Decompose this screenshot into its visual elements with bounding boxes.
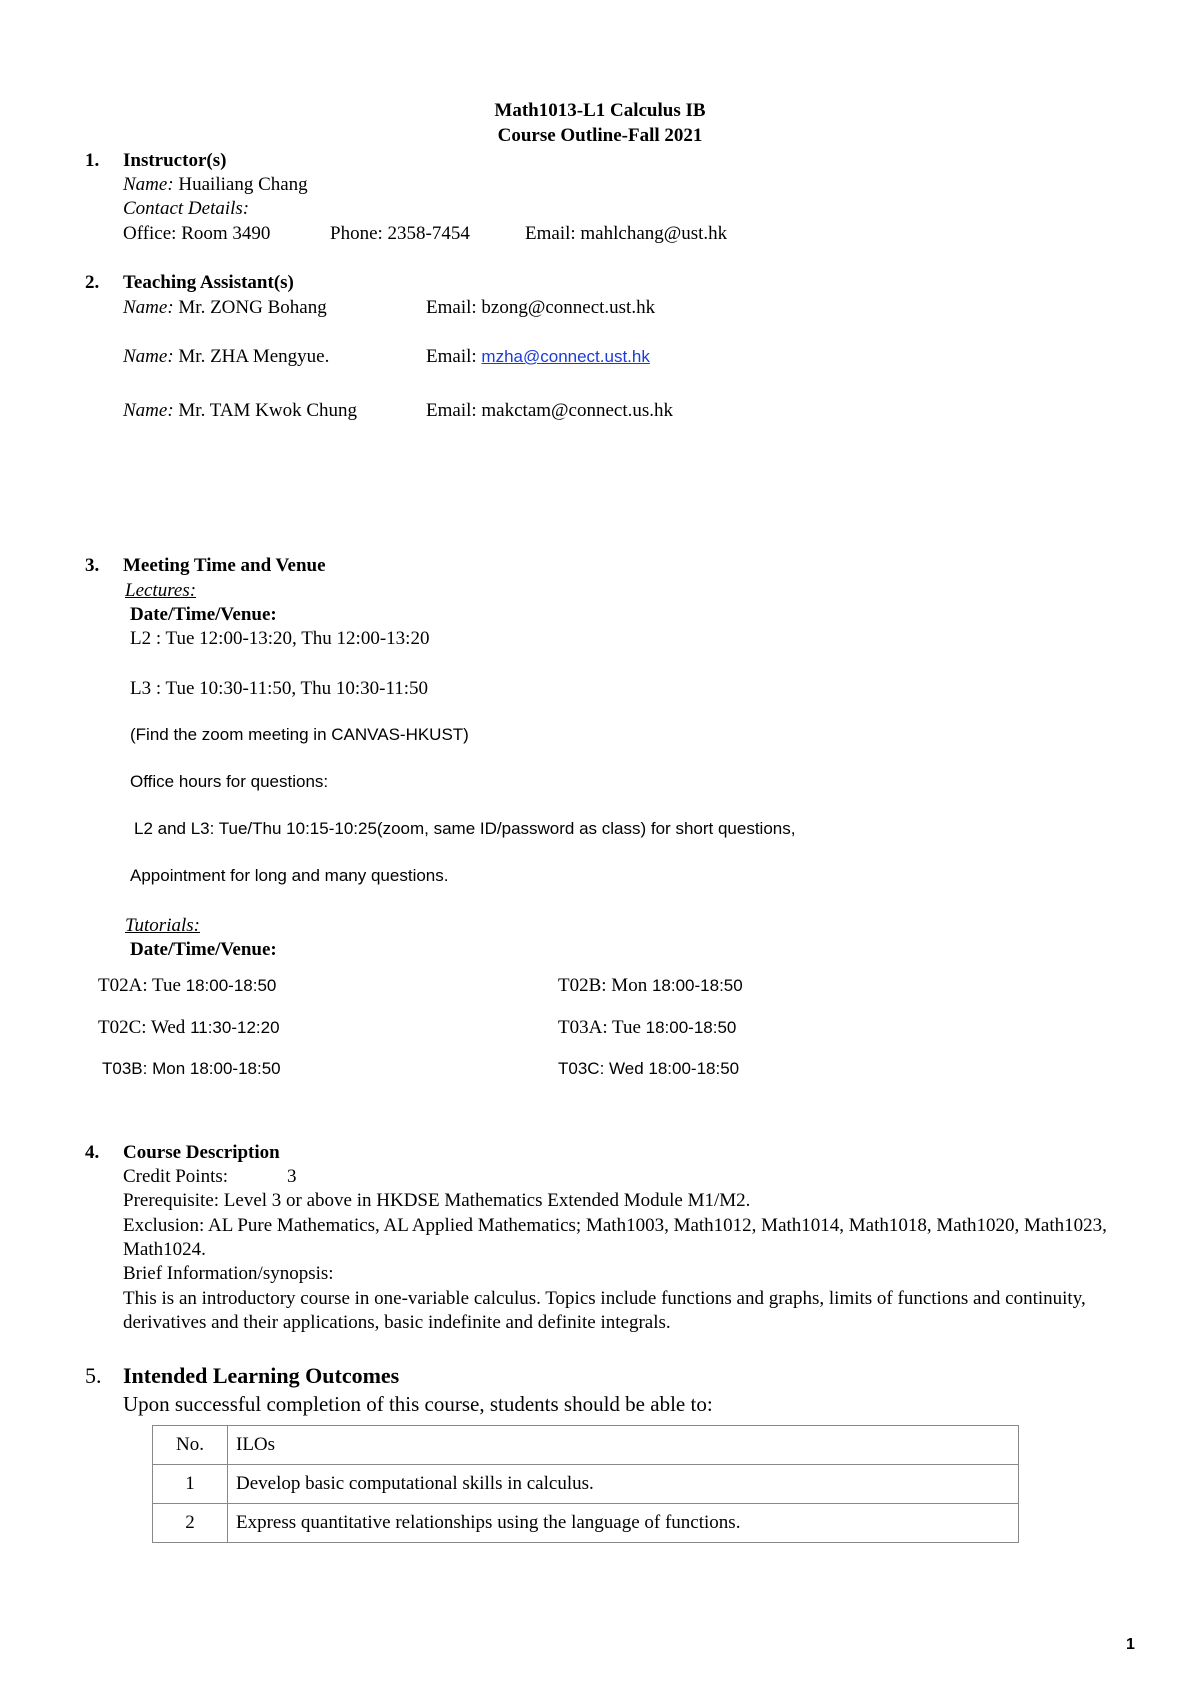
instructor-name: Huailiang Chang <box>178 174 308 195</box>
tutorial-t03b: T03B: Mon 18:00-18:50 <box>102 1059 281 1078</box>
ta-email-row <box>426 346 650 368</box>
tutorial-t02a <box>98 975 276 997</box>
lecture-date-time-venue-label: Date/Time/Venue: <box>130 604 277 625</box>
tutorial-time: 18:00-18:50 <box>651 976 743 995</box>
section-4-heading: Course Description <box>123 1142 280 1163</box>
ta-name-label: Name: <box>123 297 174 318</box>
office-hours-short-questions: L2 and L3: Tue/Thu 10:15-10:25(zoom, same ID/password as class) for short questions, <box>134 819 796 838</box>
section-1-number: 1. <box>85 150 100 171</box>
exclusion: Exclusion: AL Pure Mathematics, AL Applied Mathematics; Math1003, Math1012, Math1014, Math1018, Math1020, Math1023, Math1024. <box>123 1215 1107 1260</box>
ilo-intro: Upon successful completion of this course, students should be able to: <box>123 1392 713 1416</box>
instructor-office: Office: Room 3490 <box>123 223 271 244</box>
ta-name-row <box>123 297 327 319</box>
tutorial-code: T02B: Mon <box>558 975 652 996</box>
ta-email-label: Email: <box>426 346 477 367</box>
prerequisite: Prerequisite: Level 3 or above in HKDSE Mathematics Extended Module M1/M2. <box>123 1190 751 1211</box>
tutorial-time: 18:00-18:50 <box>185 976 277 995</box>
ta-name: Mr. ZONG Bohang <box>178 297 327 318</box>
section-4-number: 4. <box>85 1142 100 1163</box>
synopsis: This is an introductory course in one-variable calculus. Topics include functions and graphs, limits of functions and continuity, derivatives and their applications, basic indefinite and definite integrals. <box>123 1288 1086 1333</box>
ta-email: makctam@connect.us.hk <box>481 400 674 421</box>
section-3-heading: Meeting Time and Venue <box>123 555 326 576</box>
tutorial-t02c <box>98 1017 280 1039</box>
lecture-l3-schedule: L3 : Tue 10:30-11:50, Thu 10:30-11:50 <box>130 678 429 699</box>
section-2-number: 2. <box>85 272 100 293</box>
instructor-name-row <box>123 174 308 196</box>
ilo-text: Develop basic computational skills in calculus. <box>228 1465 1019 1504</box>
ta-name-label: Name: <box>123 400 174 421</box>
section-1-heading: Instructor(s) <box>123 150 227 171</box>
lectures-label: Lectures: <box>125 580 197 601</box>
tutorial-time: 18:00-18:50 <box>645 1018 737 1037</box>
table-header-ilos: ILOs <box>228 1426 1019 1465</box>
ta-name-label: Name: <box>123 346 174 367</box>
ta-name-row <box>123 400 357 422</box>
table-header-no: No. <box>153 1426 228 1465</box>
table-row <box>153 1504 1019 1543</box>
tutorials-label: Tutorials: <box>125 915 200 936</box>
ta-email-label: Email: <box>426 297 477 318</box>
synopsis-label: Brief Information/synopsis: <box>123 1263 334 1284</box>
instructor-phone: Phone: 2358-7454 <box>330 223 470 244</box>
tutorial-time: 11:30-12:20 <box>190 1018 280 1037</box>
section-3-number: 3. <box>85 555 100 576</box>
ilo-number: 1 <box>153 1465 228 1504</box>
office-hours-appointment: Appointment for long and many questions. <box>130 866 449 885</box>
tutorial-t02b <box>558 975 743 997</box>
ta-email-row <box>426 400 673 422</box>
table-row <box>153 1465 1019 1504</box>
tutorial-t03c: T03C: Wed 18:00-18:50 <box>558 1059 740 1078</box>
office-hours-label: Office hours for questions: <box>130 772 329 791</box>
ta-name-row <box>123 346 329 368</box>
ilo-number: 2 <box>153 1504 228 1543</box>
section-5-number: 5. <box>85 1363 102 1388</box>
table-header-row <box>153 1426 1019 1465</box>
credit-points-value: 3 <box>287 1166 297 1187</box>
ta-email-link[interactable]: mzha@connect.ust.hk <box>481 347 650 366</box>
tutorial-code: T02C: Wed <box>98 1017 191 1038</box>
ta-email-label: Email: <box>426 400 477 421</box>
tutorial-date-time-venue-label: Date/Time/Venue: <box>130 939 277 960</box>
tutorial-code: T02A: Tue <box>98 975 186 996</box>
instructor-email: Email: mahlchang@ust.hk <box>525 223 728 244</box>
ta-email: bzong@connect.ust.hk <box>481 297 656 318</box>
zoom-note: (Find the zoom meeting in CANVAS-HKUST) <box>130 725 469 744</box>
ta-email-row <box>426 297 655 319</box>
instructor-name-label: Name: <box>123 174 174 195</box>
section-2-heading: Teaching Assistant(s) <box>123 272 294 293</box>
contact-details-label: Contact Details: <box>123 198 250 219</box>
section-5-heading: Intended Learning Outcomes <box>123 1363 400 1388</box>
ilo-table <box>152 1425 1019 1543</box>
document-title: Math1013-L1 Calculus IB <box>494 100 706 121</box>
tutorial-t03a <box>558 1017 736 1039</box>
credit-points-label: Credit Points: <box>123 1166 229 1187</box>
ta-name: Mr. ZHA Mengyue. <box>178 346 330 367</box>
ta-name: Mr. TAM Kwok Chung <box>178 400 358 421</box>
page-number: 1 <box>1126 1636 1135 1653</box>
document-subtitle: Course Outline-Fall 2021 <box>497 125 703 146</box>
tutorial-code: T03A: Tue <box>558 1017 646 1038</box>
ilo-text: Express quantitative relationships using the language of functions. <box>228 1504 1019 1543</box>
lecture-l2-schedule: L2 : Tue 12:00-13:20, Thu 12:00-13:20 <box>130 628 430 649</box>
